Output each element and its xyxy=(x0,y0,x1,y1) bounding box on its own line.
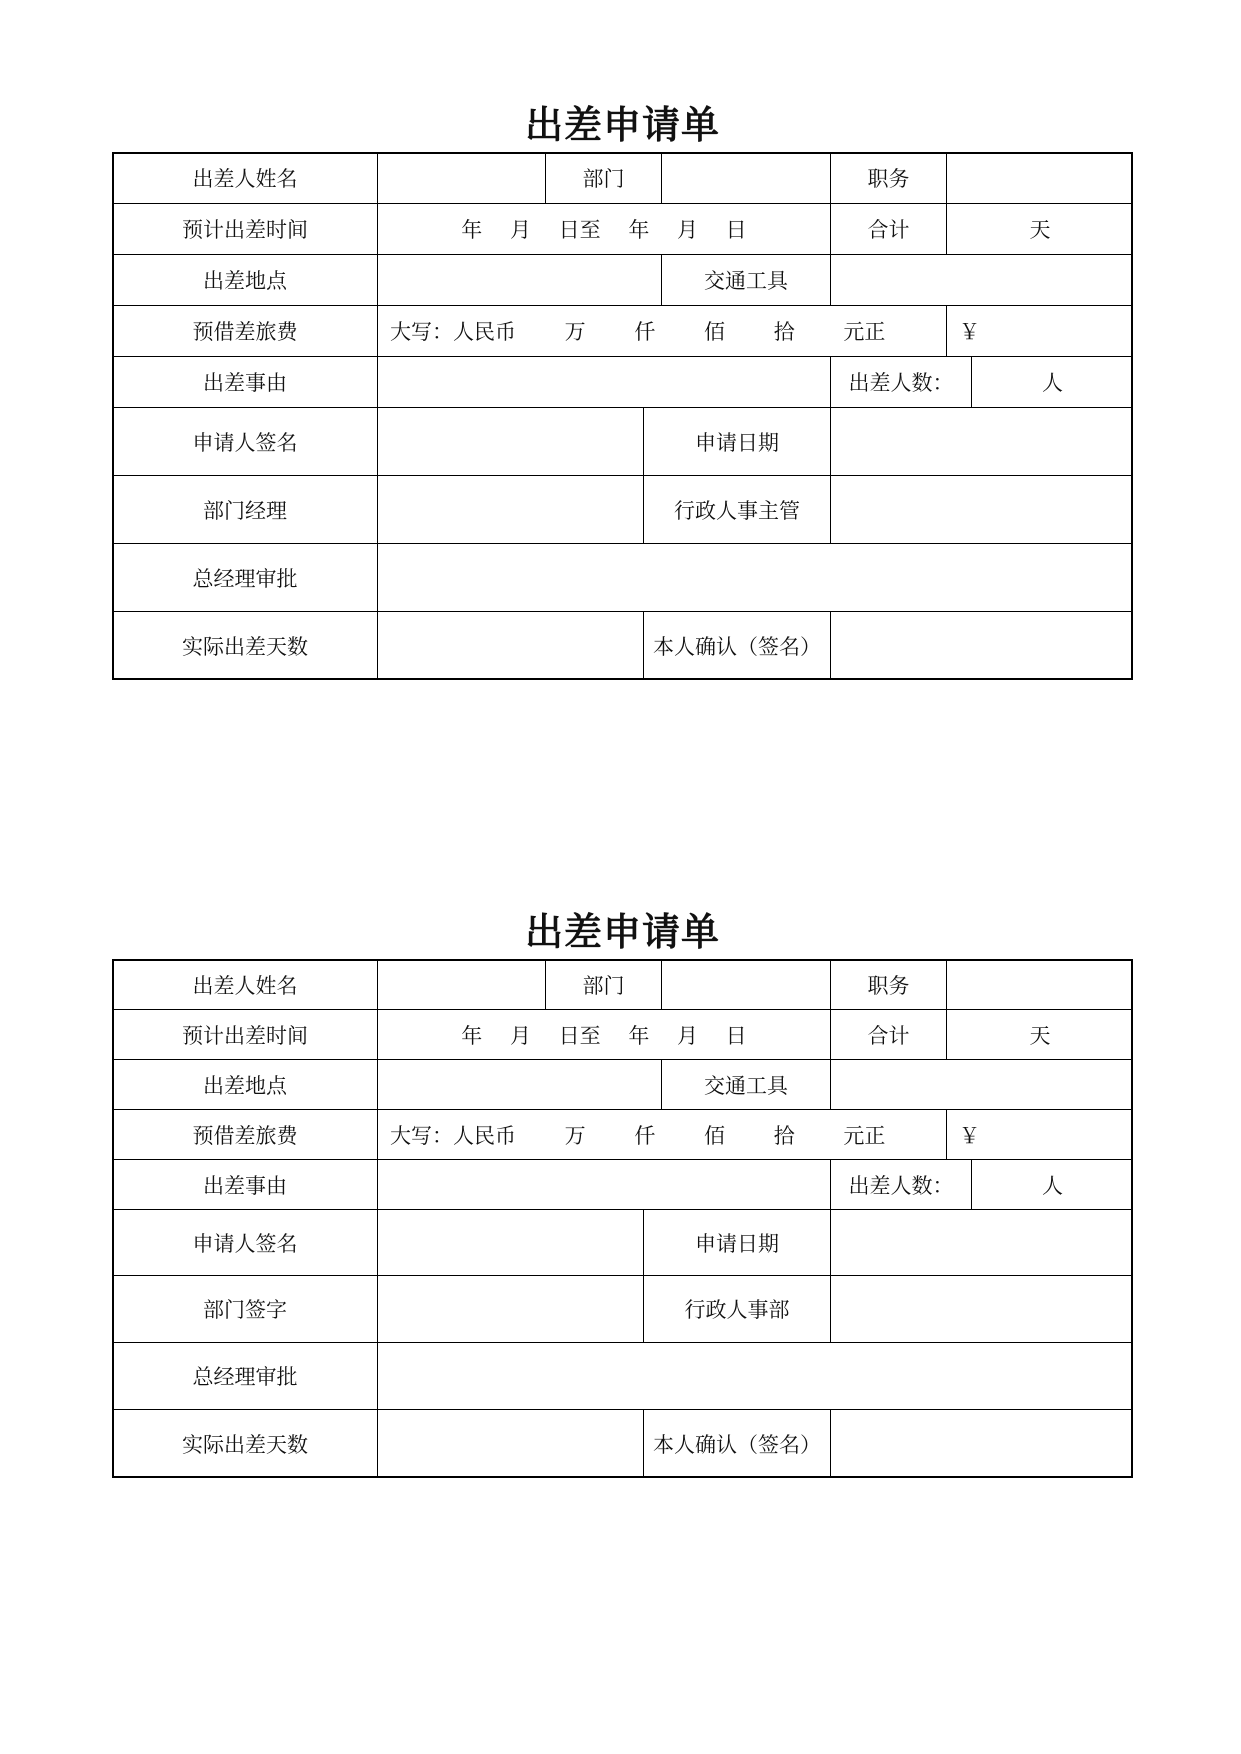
confirm-signature-field[interactable] xyxy=(830,1409,1133,1478)
advance-numeric-field[interactable]: ￥ xyxy=(946,1109,1133,1159)
form-title: 出差申请单 xyxy=(524,103,720,147)
gm-approval-field[interactable] xyxy=(377,1342,1133,1409)
people-label: 出差人数： xyxy=(830,1159,971,1209)
dept-field[interactable] xyxy=(661,152,830,203)
total-label: 合计 xyxy=(830,203,946,254)
name-field[interactable] xyxy=(377,152,545,203)
dept-sign-label: 部门签字 xyxy=(112,1275,377,1342)
admin-sign-field[interactable] xyxy=(830,1275,1133,1342)
position-field[interactable] xyxy=(946,959,1133,1009)
gm-approval-field[interactable] xyxy=(377,543,1133,611)
time-field[interactable]: 年 月 日至 年 月 日 xyxy=(377,203,830,254)
position-label: 职务 xyxy=(830,959,946,1009)
travel-form-2 xyxy=(112,905,1133,1478)
transport-field[interactable] xyxy=(830,254,1133,305)
people-count-field[interactable]: 人 xyxy=(971,1159,1133,1209)
name-label: 出差人姓名 xyxy=(112,959,377,1009)
actual-days-label: 实际出差天数 xyxy=(112,1409,377,1478)
total-days-field[interactable]: 天 xyxy=(946,1009,1133,1059)
position-field[interactable] xyxy=(946,152,1133,203)
applicant-label: 申请人签名 xyxy=(112,407,377,475)
advance-amount-field[interactable]: 大写：人民币 万 仟 佰 拾 元正 xyxy=(377,1109,946,1159)
total-label: 合计 xyxy=(830,1009,946,1059)
transport-label: 交通工具 xyxy=(661,254,830,305)
advance-label: 预借差旅费 xyxy=(112,305,377,356)
actual-days-field[interactable] xyxy=(377,1409,643,1478)
time-label: 预计出差时间 xyxy=(112,1009,377,1059)
people-label: 出差人数： xyxy=(830,356,971,407)
confirm-label: 本人确认（签名） xyxy=(643,1409,830,1478)
form-table xyxy=(112,959,1133,1478)
apply-date-label: 申请日期 xyxy=(643,1209,830,1275)
dept-label: 部门 xyxy=(545,959,661,1009)
time-field[interactable]: 年 月 日至 年 月 日 xyxy=(377,1009,830,1059)
travel-form-1 xyxy=(112,98,1133,680)
name-field[interactable] xyxy=(377,959,545,1009)
dept-sign-field[interactable] xyxy=(377,475,643,543)
transport-label: 交通工具 xyxy=(661,1059,830,1109)
reason-label: 出差事由 xyxy=(112,356,377,407)
place-field[interactable] xyxy=(377,254,661,305)
position-label: 职务 xyxy=(830,152,946,203)
dept-label: 部门 xyxy=(545,152,661,203)
actual-days-field[interactable] xyxy=(377,611,643,680)
place-label: 出差地点 xyxy=(112,1059,377,1109)
actual-days-label: 实际出差天数 xyxy=(112,611,377,680)
advance-amount-field[interactable]: 大写：人民币 万 仟 佰 拾 元正 xyxy=(377,305,946,356)
gm-approval-label: 总经理审批 xyxy=(112,1342,377,1409)
time-label: 预计出差时间 xyxy=(112,203,377,254)
admin-sign-field[interactable] xyxy=(830,475,1133,543)
dept-field[interactable] xyxy=(661,959,830,1009)
place-field[interactable] xyxy=(377,1059,661,1109)
dept-sign-field[interactable] xyxy=(377,1275,643,1342)
form-table xyxy=(112,152,1133,680)
apply-date-field[interactable] xyxy=(830,407,1133,475)
people-count-field[interactable]: 人 xyxy=(971,356,1133,407)
confirm-label: 本人确认（签名） xyxy=(643,611,830,680)
transport-field[interactable] xyxy=(830,1059,1133,1109)
admin-label: 行政人事部 xyxy=(643,1275,830,1342)
total-days-field[interactable]: 天 xyxy=(946,203,1133,254)
applicant-label: 申请人签名 xyxy=(112,1209,377,1275)
reason-label: 出差事由 xyxy=(112,1159,377,1209)
reason-field[interactable] xyxy=(377,356,830,407)
advance-label: 预借差旅费 xyxy=(112,1109,377,1159)
place-label: 出差地点 xyxy=(112,254,377,305)
dept-sign-label: 部门经理 xyxy=(112,475,377,543)
apply-date-label: 申请日期 xyxy=(643,407,830,475)
form-title: 出差申请单 xyxy=(524,910,720,954)
confirm-signature-field[interactable] xyxy=(830,611,1133,680)
apply-date-field[interactable] xyxy=(830,1209,1133,1275)
applicant-signature-field[interactable] xyxy=(377,407,643,475)
admin-label: 行政人事主管 xyxy=(643,475,830,543)
name-label: 出差人姓名 xyxy=(112,152,377,203)
applicant-signature-field[interactable] xyxy=(377,1209,643,1275)
advance-numeric-field[interactable]: ￥ xyxy=(946,305,1133,356)
reason-field[interactable] xyxy=(377,1159,830,1209)
gm-approval-label: 总经理审批 xyxy=(112,543,377,611)
